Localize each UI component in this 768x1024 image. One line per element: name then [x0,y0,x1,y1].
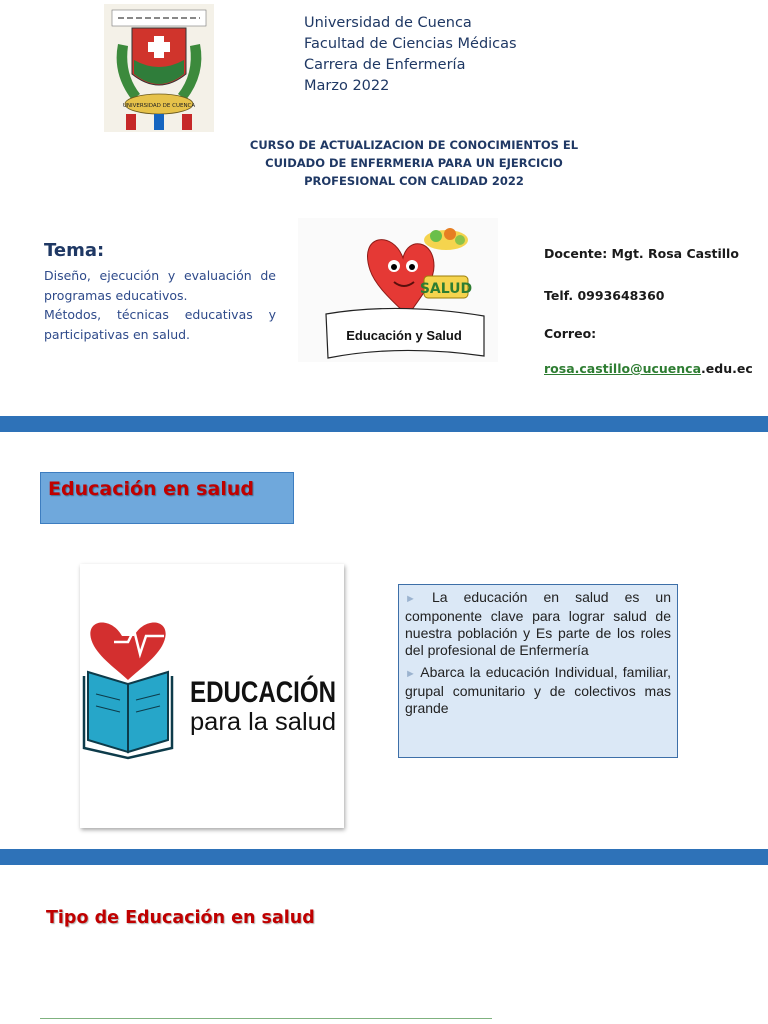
career-name: Carrera de Enfermería [304,57,466,73]
section-heading-educacion-salud: Educación en salud [48,478,254,500]
email-suffix: .edu.ec [701,361,753,376]
info-text-1: La educación en salud es un componente clave para lograr salud de nuestra población y Es parte de los roles del profesional de Enfermería [405,589,672,658]
education-info-box [398,584,678,758]
educacion-word: EDUCACIÓN [190,676,372,709]
section-heading-tipo-educacion: Tipo de Educación en salud [46,908,315,928]
university-name: Universidad de Cuenca [304,15,472,31]
teacher-phone: Telf. 0993648360 [544,288,665,303]
info-text-2: Abarca la educación Individual, familiar, grupal comunitario y de colectivos mas grande [405,664,672,716]
section-divider-band [0,849,768,865]
document-date: Marzo 2022 [304,78,390,94]
faculty-name: Facultad de Ciencias Médicas [304,36,517,52]
bottom-divider-line [40,1018,492,1019]
education-banner-text: Educación y Salud [346,328,462,343]
teacher-name: Docente: Mgt. Rosa Castillo [544,246,739,261]
course-title-line-1: CURSO DE ACTUALIZACION DE CONOCIMIENTOS EL [249,138,579,152]
bullet-arrow-icon: ► [405,668,416,680]
email-link[interactable]: rosa.castillo@ucuenca [544,361,702,376]
education-health-illustration [298,218,498,362]
course-title [200,136,628,190]
education-for-health-card [80,564,372,828]
tema-line-2: Métodos, técnicas educativas y participativas en salud. [44,307,276,342]
course-title-line-3: PROFESIONAL CON CALIDAD 2022 [304,174,524,188]
teacher-email [544,361,753,376]
email-label: Correo: [544,326,597,341]
course-title-line-2: CUIDADO DE ENFERMERIA PARA UN EJERCICIO [265,156,563,170]
info-paragraph-1 [405,589,671,659]
info-paragraph-2 [405,664,671,717]
section-divider-band [0,416,768,432]
salud-badge: SALUD [419,281,473,297]
tema-heading: Tema: [44,240,105,261]
university-crest-logo [104,4,214,132]
tema-description [44,266,276,344]
tema-line-1: Diseño, ejecución y evaluación de programas educativos. [44,268,276,303]
logo-text: UNIVERSIDAD DE CUENCA [122,103,196,109]
bullet-arrow-icon: ► [405,593,416,605]
para-la-salud-words: para la salud [190,708,336,736]
